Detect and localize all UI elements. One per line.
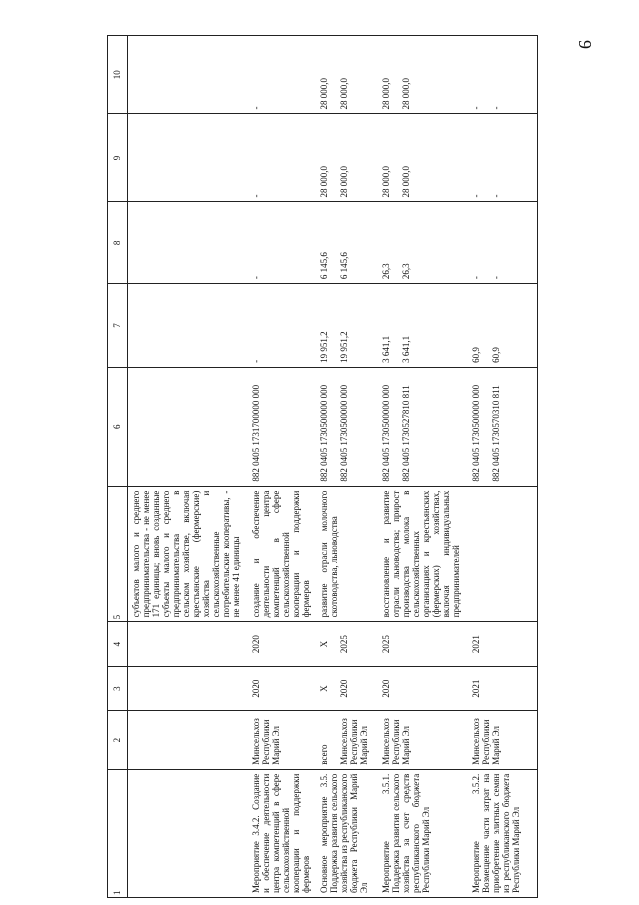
- cell-result: субъектов малого и среднего предпринимательства - не менее 171 единицы; вновь созданные субъекты малого и среднего предпринимательства в сельском хозяйстве, включая крестьянские (фермерские) хозяйства и сельскохозяйственные потребительские кооперативы, - не менее 41 единицы: [128, 486, 248, 622]
- cell-code: [128, 367, 248, 486]
- value: 28 000,0: [318, 166, 329, 198]
- column-number-row: [108, 36, 128, 898]
- start-year: 2020: [338, 679, 349, 698]
- header-col-1: 1: [108, 769, 128, 897]
- cell-value-2022: [378, 114, 468, 202]
- cell-value-2020: [378, 284, 468, 368]
- cell-value-2022: [468, 114, 538, 202]
- program-table: [107, 35, 538, 898]
- table-row: [378, 36, 468, 898]
- value: 60,9: [490, 347, 501, 363]
- header-col-6: 6: [108, 367, 128, 486]
- cell-value-2023: [128, 36, 248, 115]
- value: 60,9: [470, 347, 481, 363]
- header-col-2: 2: [108, 711, 128, 769]
- cell-event: Мероприятие 3.5.2. Возмещение части затрат на приобретение элитных семян из республиканского бюджета Республики Марий Эл: [468, 769, 538, 897]
- value: 26,3: [400, 263, 411, 280]
- executor-total: всего: [318, 744, 329, 765]
- cell-event: [128, 769, 248, 897]
- cell-value-2021: [316, 202, 378, 284]
- cell-result: создание и обеспечение деятельности центра компетенций в сфере сельскохозяйственной кооперации и поддержки фермеров: [248, 486, 316, 622]
- end-year-total: X: [318, 640, 329, 648]
- header-col-7: 7: [108, 284, 128, 368]
- table-row: [316, 36, 378, 898]
- value: 28 000,0: [318, 78, 329, 110]
- value: 26,3: [380, 263, 391, 280]
- cell-result: развитие отрасли молочного скотоводства, льноводства: [316, 486, 378, 622]
- cell-executor: Минсельхоз Республики Марий Эл: [248, 711, 316, 769]
- cell-end-year: 2021: [468, 622, 538, 667]
- cell-code: [316, 367, 378, 486]
- cell-executor: Минсельхоз Республики Марий Эл: [378, 711, 468, 769]
- cell-event: Основное мероприятие 3.5. Поддержка развития сельского хозяйства из республиканского бюджета Республики Марий Эл: [316, 769, 378, 897]
- cell-event: Мероприятие 3.5.1. Поддержка развития сельского хозяйства за счет средств республиканского бюджета Республики Марий Эл: [378, 769, 468, 897]
- cell-value-2020: [316, 284, 378, 368]
- cell-value-2023: [468, 36, 538, 115]
- cell-start-year: 2020: [378, 666, 468, 711]
- value: -: [250, 194, 261, 198]
- value: 6 145,6: [338, 252, 349, 280]
- cell-executor: Минсельхоз Республики Марий Эл: [468, 711, 538, 769]
- value: -: [250, 359, 261, 363]
- value: -: [250, 106, 261, 110]
- cell-value-2020: [248, 284, 316, 368]
- cell-result: [468, 486, 538, 622]
- cell-end-year: [316, 622, 378, 667]
- page-number: 9: [575, 40, 595, 49]
- value: 19 951,2: [318, 331, 329, 363]
- cell-end-year: 2020: [248, 622, 316, 667]
- cell-result: восстановление и развитие отрасли льноводства; прирост производства молока в сельскохозяйственных организациях и крестьянских (фермерских) хозяйствах, включая индивидуальных предпринимателей: [378, 486, 468, 622]
- value: -: [470, 276, 481, 280]
- value: 6 145,6: [318, 252, 329, 280]
- cell-value-2022: [316, 114, 378, 202]
- rotated-page: [107, 35, 565, 898]
- value: 28 000,0: [338, 166, 349, 198]
- value: 3 641,1: [380, 335, 391, 363]
- header-col-3: 3: [108, 666, 128, 711]
- value: -: [490, 276, 501, 280]
- value: 28 000,0: [400, 78, 411, 110]
- header-col-10: 10: [108, 36, 128, 115]
- header-col-9: 9: [108, 114, 128, 202]
- executor-name: Минсельхоз Республики Марий Эл: [338, 718, 369, 765]
- cell-value-2021: [128, 202, 248, 284]
- header-col-5: 5: [108, 486, 128, 622]
- cell-value-2020: [128, 284, 248, 368]
- cell-code: [248, 367, 316, 486]
- cell-executor: [128, 711, 248, 769]
- cell-value-2023: [316, 36, 378, 115]
- cell-value-2021: [468, 202, 538, 284]
- start-year-total: X: [318, 685, 329, 692]
- value: 882 0405 1730500000 000: [380, 384, 391, 482]
- cell-start-year: [128, 666, 248, 711]
- value: 3 641,1: [400, 335, 411, 363]
- cell-start-year: 2020: [248, 666, 316, 711]
- cell-code: [468, 367, 538, 486]
- header-col-4: 4: [108, 622, 128, 667]
- value: 882 0405 1730500000 000: [318, 384, 329, 482]
- value: -: [490, 106, 501, 110]
- value: 882 0405 1730500000 000: [470, 384, 481, 482]
- value: -: [470, 194, 481, 198]
- value: -: [490, 194, 501, 198]
- cell-code: [378, 367, 468, 486]
- value: 882 0405 1731700000 000: [250, 384, 261, 482]
- cell-end-year: [128, 622, 248, 667]
- cell-end-year: 2025: [378, 622, 468, 667]
- value: 882 0405 1730527810 811: [400, 385, 411, 482]
- value: 28 000,0: [380, 78, 391, 110]
- cell-value-2022: [248, 114, 316, 202]
- table-row: [468, 36, 538, 898]
- value: -: [250, 276, 261, 280]
- cell-value-2022: [128, 114, 248, 202]
- cell-start-year: [316, 666, 378, 711]
- cell-value-2023: [378, 36, 468, 115]
- value: 28 000,0: [400, 166, 411, 198]
- cell-start-year: 2021: [468, 666, 538, 711]
- value: 882 0405 1730570310 811: [490, 385, 501, 482]
- table-row: [128, 36, 248, 898]
- cell-event: Мероприятие 3.4.2. Создание и обеспечение деятельности центра компетенций в сфере сельскохозяйственной кооперации и поддержки фермеров: [248, 769, 316, 897]
- value: 28 000,0: [380, 166, 391, 198]
- cell-value-2021: [248, 202, 316, 284]
- end-year: 2025: [338, 635, 349, 654]
- value: 28 000,0: [338, 78, 349, 110]
- header-col-8: 8: [108, 202, 128, 284]
- table-row: [248, 36, 316, 898]
- value: 882 0405 1730500000 000: [338, 384, 349, 482]
- cell-value-2021: [378, 202, 468, 284]
- cell-value-2020: [468, 284, 538, 368]
- cell-value-2023: [248, 36, 316, 115]
- cell-executor: [316, 711, 378, 769]
- value: -: [470, 106, 481, 110]
- value: 19 951,2: [338, 331, 349, 363]
